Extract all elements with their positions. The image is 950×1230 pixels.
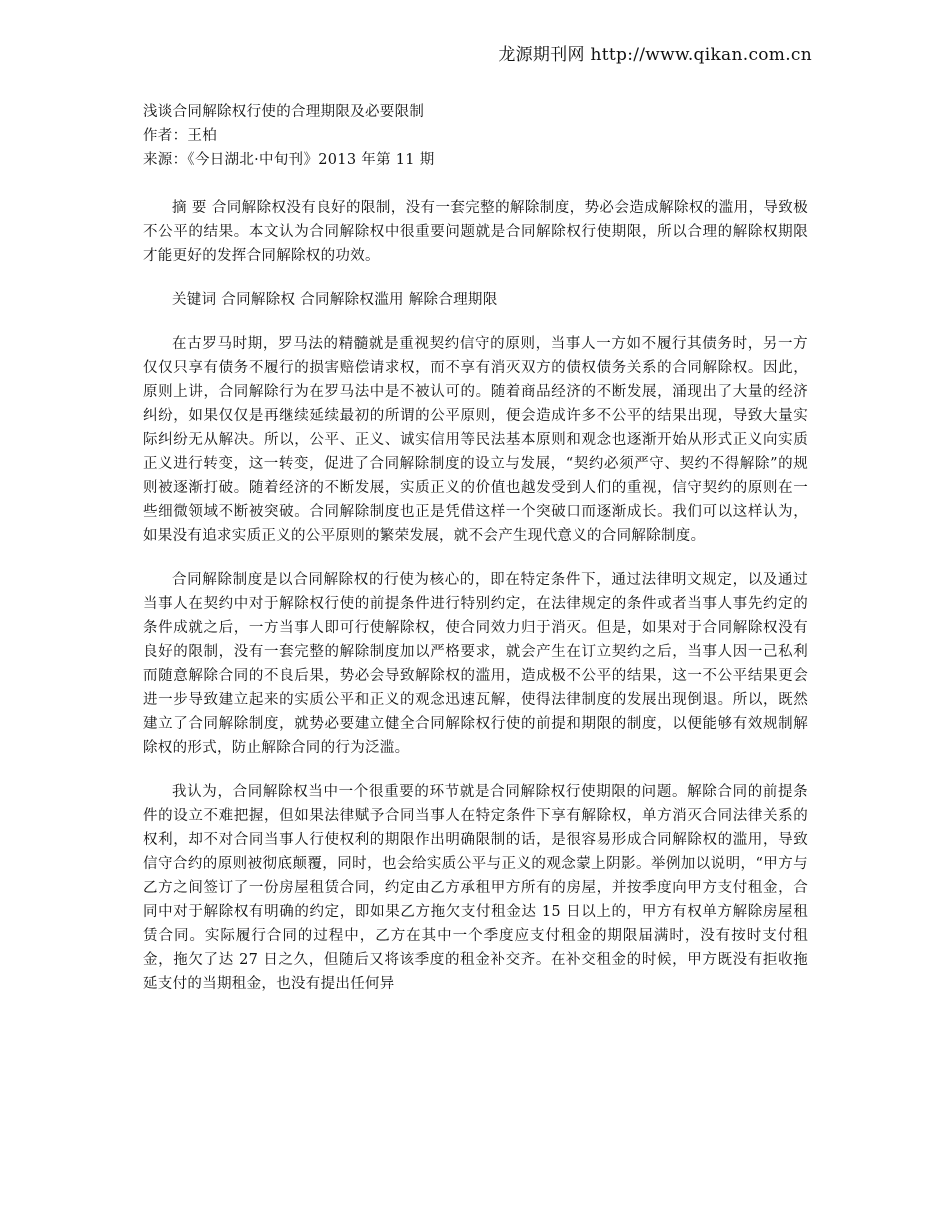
article-keywords: 关键词 合同解除权 合同解除权滥用 解除合理期限 [172,292,498,308]
article-source: 来源：《今日湖北·中旬刊》2013 年第 11 期 [143,152,435,168]
article-meta [143,124,808,172]
site-header: 龙源期刊网 http://www.qikan.com.cn [498,45,812,65]
article-body [143,100,808,1016]
body-paragraph-1: 在古罗马时期，罗马法的精髓就是重视契约信守的原则，当事人一方如不履行其债务时，另一方仅仅只享有债务不履行的损害赔偿请求权，而不享有消灭双方的债权债务关系的合同解除权。因此，原则上讲，合同解除行为在罗马法中是不被认可的。随着商品经济的不断发展，涌现出了大量的经济纠纷，如果仅仅是再继续延续最初的所谓的公平原则，便会造成许多不公平的结果出现，导致大量实际纠纷无从解决。所以，公平、正义、诚实信用等民法基本原则和观念也逐渐开始从形式正义向实质正义进行转变，这一转变，促进了合同解除制度的设立与发展，“契约必须严守、契约不得解除”的规则被逐渐打破。随着经济的不断发展，实质正义的价值也越发受到人们的重视，信守契约的原则在一些细微领域不断被突破。合同解除制度也正是凭借这样一个突破口而逐渐成长。我们可以这样认为，如果没有追求实质正义的公平原则的繁荣发展，就不会产生现代意义的合同解除制度。 [143,336,808,544]
body-paragraph-3: 我认为，合同解除权当中一个很重要的环节就是合同解除权行使期限的问题。解除合同的前提条件的设立不难把握，但如果法律赋予合同当事人在特定条件下享有解除权，单方消灭合同法律关系的权利，却不对合同当事人行使权利的期限作出明确限制的话，是很容易形成合同解除权的滥用，导致信守合约的原则被彻底颠覆，同时，也会给实质公平与正义的观念蒙上阴影。举例加以说明，“甲方与乙方之间签订了一份房屋租赁合同，约定由乙方承租甲方所有的房屋，并按季度向甲方支付租金，合同中对于解除权有明确的约定，即如果乙方拖欠支付租金达 15 日以上的，甲方有权单方解除房屋租赁合同。实际履行合同的过程中，乙方在其中一个季度应支付租金的期限届满时，没有按时支付租金，拖欠了达 27 日之久，但随后又将该季度的租金补交齐。在补交租金的时候，甲方既没有拒收拖延支付的当期租金，也没有提出任何异 [143,784,808,992]
article-abstract: 摘 要 合同解除权没有良好的限制，没有一套完整的解除制度，势必会造成解除权的滥用，导致极不公平的结果。本文认为合同解除权中很重要问题就是合同解除权行使期限，所以合理的解除权期限才能更好的发挥合同解除权的功效。 [143,200,808,264]
body-paragraph-2: 合同解除制度是以合同解除权的行使为核心的，即在特定条件下，通过法律明文规定，以及通过当事人在契约中对于解除权行使的前提条件进行特别约定，在法律规定的条件或者当事人事先约定的条件成就之后，一方当事人即可行使解除权，使合同效力归于消灭。但是，如果对于合同解除权没有良好的限制，没有一套完整的解除制度加以严格要求，就会产生在订立契约之后，当事人因一己私利而随意解除合同的不良后果，势必会导致解除权的滥用，造成极不公平的结果，这一不公平结果更会进一步导致建立起来的实质公平和正义的观念迅速瓦解，使得法律制度的发展出现倒退。所以，既然建立了合同解除制度，就势必要建立健全合同解除权行使的前提和期限的制度，以便能够有效规制解除权的形式，防止解除合同的行为泛滥。 [143,572,808,756]
article-title: 浅谈合同解除权行使的合理期限及必要限制 [143,104,425,120]
article-author: 作者：王柏 [143,128,217,144]
